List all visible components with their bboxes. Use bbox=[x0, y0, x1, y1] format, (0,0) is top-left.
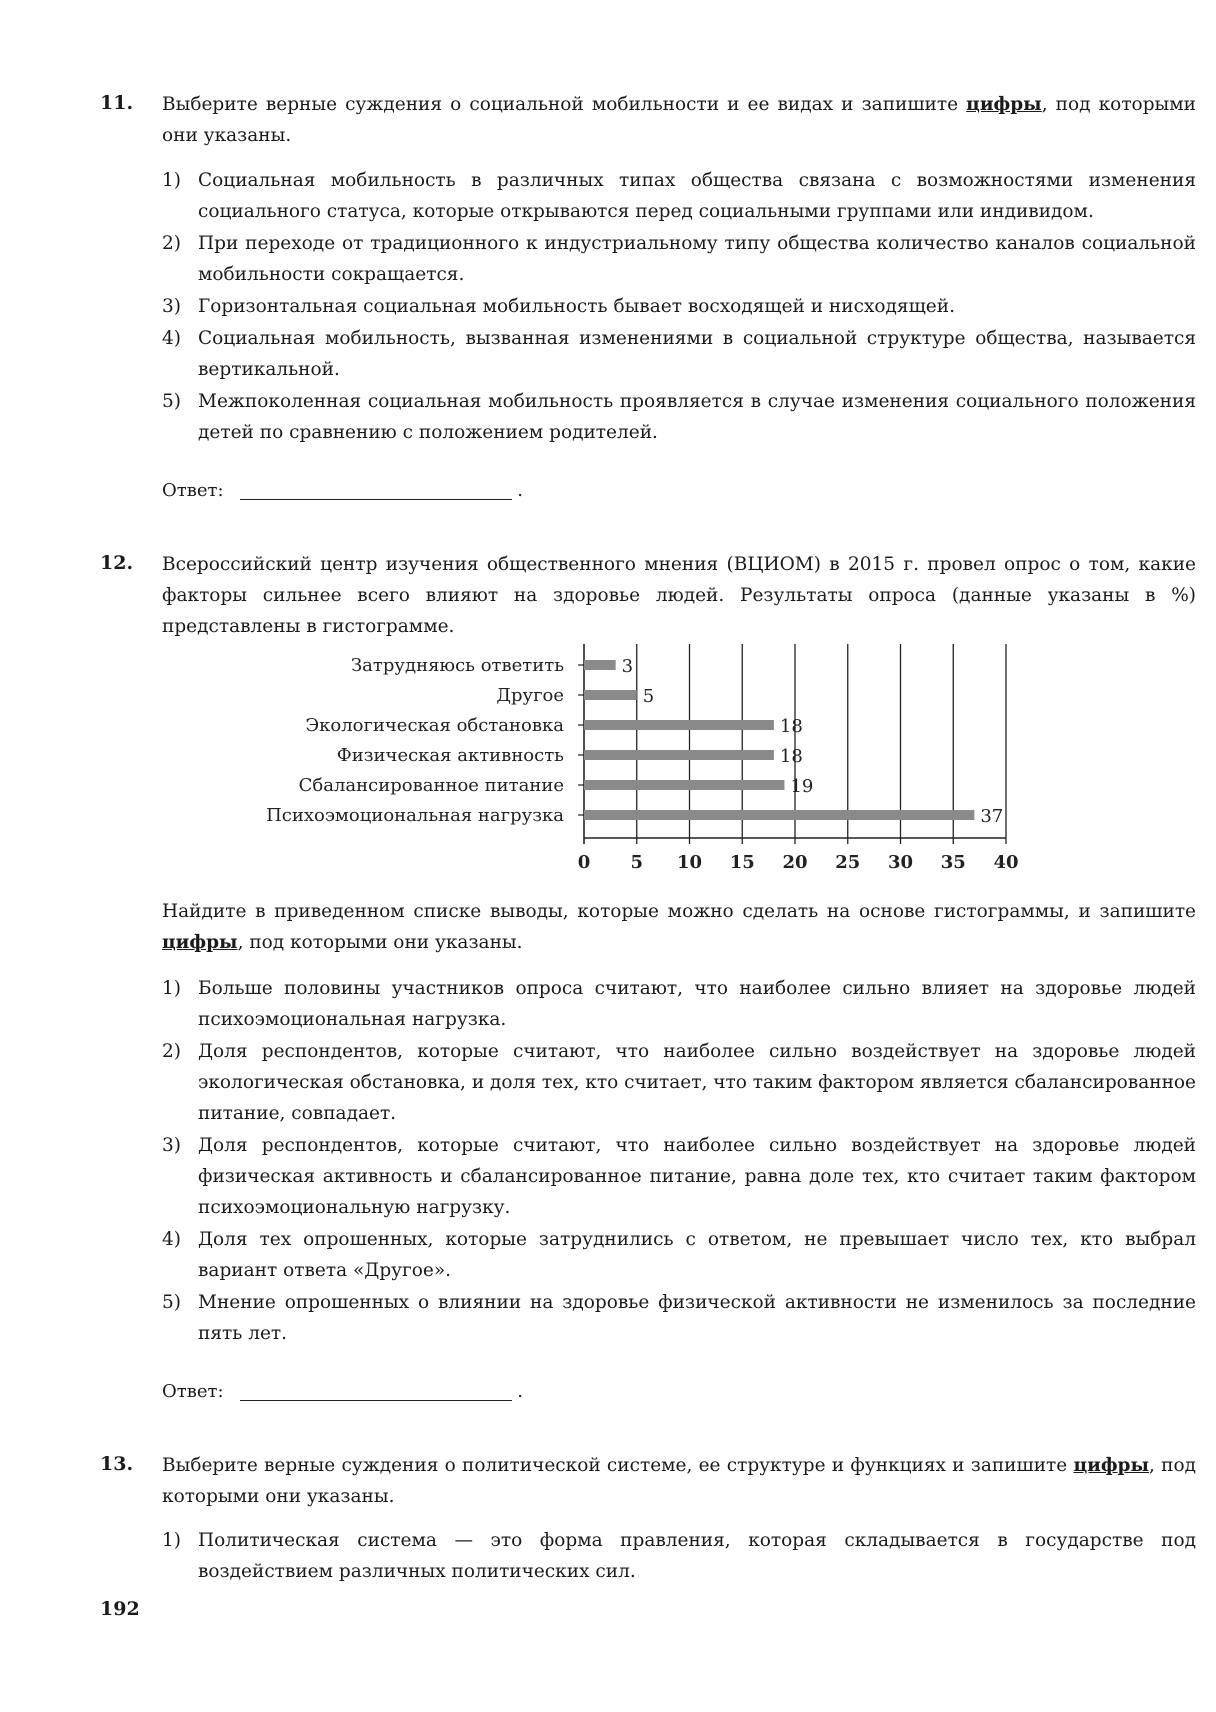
option-number: 4) bbox=[162, 1229, 181, 1250]
option-item bbox=[162, 1036, 1196, 1129]
instruction-emphasis: цифры bbox=[162, 932, 238, 953]
option-text: Больше половины участников опроса считают, что наиболее сильно влияет на здоровье людей психоэмоциональная нагрузка. bbox=[198, 978, 1196, 1030]
option-item bbox=[162, 228, 1196, 290]
option-text: Доля респондентов, которые считают, что наиболее сильно воздействует на здоровье людей физическая активность и сбалансированное питание, равна доле тех, кто считает таким фактором психоэмоциональную нагрузку. bbox=[198, 1135, 1196, 1218]
option-number: 2) bbox=[162, 1041, 181, 1062]
question-number: 11. bbox=[100, 92, 134, 114]
bar bbox=[584, 690, 637, 700]
page-number: 192 bbox=[100, 1598, 140, 1620]
option-text: Межпоколенная социальная мобильность проявляется в случае изменения социального положения детей по сравнению с положением родителей. bbox=[198, 391, 1196, 443]
prompt-text: Выберите верные суждения о политической системе, ее структуре и функциях и запишите bbox=[162, 1455, 1074, 1476]
bar bbox=[584, 750, 774, 760]
category-label: Психоэмоциональная нагрузка bbox=[266, 805, 564, 826]
question-prompt bbox=[162, 89, 1196, 151]
bar bbox=[584, 660, 616, 670]
options-list bbox=[162, 1525, 1196, 1588]
question-instruction bbox=[162, 896, 1196, 958]
x-tick-label: 5 bbox=[630, 852, 644, 873]
answer-field[interactable] bbox=[240, 499, 512, 500]
category-label: Сбалансированное питание bbox=[298, 775, 564, 796]
bar-value-label: 37 bbox=[980, 806, 1004, 827]
bar-value-label: 18 bbox=[779, 716, 803, 737]
x-tick-label: 25 bbox=[835, 852, 861, 873]
x-tick-label: 40 bbox=[993, 852, 1019, 873]
bar-value-label: 5 bbox=[642, 686, 655, 707]
answer-row: Ответ: . bbox=[162, 480, 523, 501]
option-number: 3) bbox=[162, 1135, 181, 1156]
prompt-text: , под которыми они указаны. bbox=[162, 1455, 1197, 1507]
bar-value-label: 18 bbox=[779, 746, 803, 767]
bar bbox=[584, 780, 784, 790]
option-text: Горизонтальная социальная мобильность бывает восходящей и нисходящей. bbox=[198, 296, 955, 317]
option-number: 1) bbox=[162, 1530, 181, 1551]
answer-row: Ответ: . bbox=[162, 1381, 523, 1402]
option-text: Социальная мобильность в различных типах общества связана с возможностями изменения социального статуса, которые открываются перед социальными группами или индивидом. bbox=[198, 170, 1196, 222]
options-list bbox=[162, 165, 1196, 449]
option-text: Социальная мобильность, вызванная изменениями в социальной структуре общества, называется вертикальной. bbox=[198, 328, 1196, 380]
option-item bbox=[162, 1224, 1196, 1286]
x-tick-label: 10 bbox=[676, 852, 703, 873]
question-prompt bbox=[162, 1450, 1196, 1512]
option-number: 2) bbox=[162, 233, 181, 254]
category-label: Другое bbox=[496, 685, 564, 706]
instruction-text: , под которыми они указаны. bbox=[237, 932, 523, 953]
category-label: Затрудняюсь ответить bbox=[350, 655, 564, 676]
bar bbox=[584, 720, 774, 730]
prompt-emphasis: цифры bbox=[1073, 1455, 1150, 1476]
option-item bbox=[162, 323, 1196, 385]
answer-label: Ответ: bbox=[162, 480, 224, 501]
x-tick-label: 35 bbox=[940, 852, 966, 873]
options-list bbox=[162, 973, 1196, 1350]
x-tick-label: 20 bbox=[782, 852, 808, 873]
bar-value-label: 19 bbox=[790, 776, 814, 797]
option-text: Доля тех опрошенных, которые затруднились с ответом, не превышает число тех, кто выбрал вариант ответа «Другое». bbox=[198, 1229, 1196, 1281]
prompt-emphasis: цифры bbox=[966, 94, 1042, 115]
bar bbox=[584, 810, 974, 820]
option-item bbox=[162, 1287, 1196, 1349]
option-text: Мнение опрошенных о влиянии на здоровье физической активности не изменилось за последние пять лет. bbox=[198, 1292, 1196, 1344]
category-label: Экологическая обстановка bbox=[305, 715, 564, 736]
option-item bbox=[162, 386, 1196, 448]
option-number: 1) bbox=[162, 170, 181, 191]
category-label: Физическая активность bbox=[336, 745, 564, 766]
option-number: 5) bbox=[162, 1292, 181, 1313]
instruction-text: Найдите в приведенном списке выводы, которые можно сделать на основе гистограммы, и запишите bbox=[162, 901, 1196, 922]
option-text: Доля респондентов, которые считают, что наиболее сильно воздействует на здоровье людей экологическая обстановка, и доля тех, кто считает, что таким фактором является сбалансированное питание, совпадает. bbox=[198, 1041, 1196, 1124]
option-text: Политическая система — это форма правления, которая складывается в государстве под воздействием различных политических сил. bbox=[198, 1530, 1196, 1582]
option-item bbox=[162, 973, 1196, 1035]
prompt-text: , под которыми они указаны. bbox=[162, 94, 1196, 146]
prompt-text: Выберите верные суждения о социальной мобильности и ее видах и запишите bbox=[162, 94, 967, 115]
answer-field[interactable] bbox=[240, 1400, 512, 1401]
option-item bbox=[162, 1525, 1196, 1587]
bar-value-label: 3 bbox=[621, 656, 634, 677]
x-tick-label: 15 bbox=[729, 852, 755, 873]
question-number: 13. bbox=[100, 1453, 134, 1475]
x-tick-label: 30 bbox=[887, 852, 914, 873]
histogram-chart bbox=[0, 640, 1216, 880]
answer-label: Ответ: bbox=[162, 1381, 224, 1402]
option-number: 1) bbox=[162, 978, 181, 999]
option-text: При переходе от традиционного к индустриальному типу общества количество каналов социальной мобильности сокращается. bbox=[198, 233, 1196, 285]
x-tick-label: 0 bbox=[577, 852, 591, 873]
option-item bbox=[162, 291, 1196, 322]
question-prompt: Всероссийский центр изучения общественного мнения (ВЦИОМ) в 2015 г. провел опрос о том, какие факторы сильнее всего влияют на здоровье людей. Результаты опроса (данные указаны в %) представлены в гистограмме. bbox=[162, 554, 1196, 637]
question-number: 12. bbox=[100, 552, 134, 574]
option-item bbox=[162, 1130, 1196, 1223]
option-number: 4) bbox=[162, 328, 181, 349]
option-number: 3) bbox=[162, 296, 181, 317]
option-item bbox=[162, 165, 1196, 227]
option-number: 5) bbox=[162, 391, 181, 412]
